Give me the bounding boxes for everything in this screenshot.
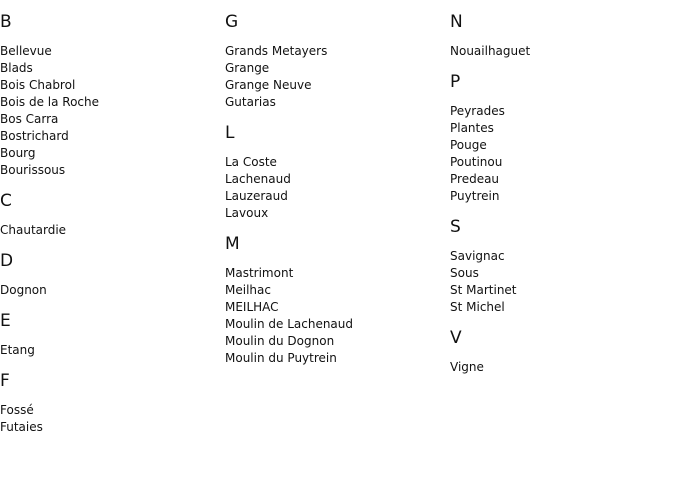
list-item	[450, 265, 670, 282]
list-item	[450, 103, 670, 120]
letter-heading: D	[0, 251, 14, 271]
list-item	[450, 282, 670, 299]
place-link[interactable]: St Michel	[450, 300, 505, 314]
list-item	[0, 128, 220, 145]
index-column	[0, 0, 220, 448]
list-item	[0, 145, 220, 162]
letter-heading: E	[0, 311, 11, 331]
index-column	[450, 0, 670, 388]
place-link[interactable]: MEILHAC	[225, 300, 279, 314]
place-list	[0, 222, 220, 239]
place-link[interactable]: Gutarias	[225, 95, 276, 109]
list-item	[225, 154, 445, 171]
letter-heading: C	[0, 191, 12, 211]
list-item	[0, 94, 220, 111]
letter-heading: L	[225, 123, 235, 143]
letter-heading: G	[225, 12, 239, 32]
letter-heading: P	[450, 72, 461, 92]
list-item	[225, 205, 445, 222]
place-link[interactable]: La Coste	[225, 155, 277, 169]
list-item	[0, 77, 220, 94]
list-item	[450, 171, 670, 188]
place-list	[450, 359, 670, 376]
place-link[interactable]: Savignac	[450, 249, 505, 263]
letter-group	[0, 371, 220, 436]
place-link[interactable]: Moulin de Lachenaud	[225, 317, 354, 331]
list-item	[225, 43, 445, 60]
place-link[interactable]: Sous	[450, 266, 479, 280]
place-link[interactable]: Pouge	[450, 138, 487, 152]
place-list	[0, 282, 220, 299]
letter-heading: S	[450, 217, 461, 237]
list-item	[225, 60, 445, 77]
list-item	[0, 222, 220, 239]
place-link[interactable]: Dognon	[0, 283, 47, 297]
place-list	[0, 402, 220, 436]
list-item	[450, 154, 670, 171]
place-list	[225, 43, 445, 111]
place-link[interactable]: Nouailhaguet	[450, 44, 531, 58]
list-item	[225, 350, 445, 367]
place-list	[0, 43, 220, 179]
place-list	[450, 248, 670, 316]
place-link[interactable]: Grange Neuve	[225, 78, 312, 92]
place-link[interactable]: Blads	[0, 61, 33, 75]
list-item	[0, 402, 220, 419]
list-item	[450, 137, 670, 154]
place-link[interactable]: Bois de la Roche	[0, 95, 100, 109]
place-link[interactable]: Predeau	[450, 172, 500, 186]
place-link[interactable]: Bourissous	[0, 163, 66, 177]
index-column	[225, 0, 445, 379]
list-item	[450, 359, 670, 376]
place-link[interactable]: Moulin du Puytrein	[225, 351, 337, 365]
letter-heading: F	[0, 371, 10, 391]
place-link[interactable]: Peyrades	[450, 104, 505, 118]
letter-group	[225, 12, 445, 111]
list-item	[225, 171, 445, 188]
place-link[interactable]: Lauzeraud	[225, 189, 288, 203]
place-link[interactable]: Grands Metayers	[225, 44, 328, 58]
list-item	[225, 333, 445, 350]
list-item	[0, 43, 220, 60]
place-link[interactable]: Bellevue	[0, 44, 52, 58]
list-item	[0, 60, 220, 77]
place-link[interactable]: Lachenaud	[225, 172, 291, 186]
list-item	[450, 43, 670, 60]
letter-group	[450, 328, 670, 376]
list-item	[225, 299, 445, 316]
letter-heading: B	[0, 12, 12, 32]
list-item	[0, 111, 220, 128]
place-link[interactable]: Lavoux	[225, 206, 269, 220]
letter-group	[0, 191, 220, 239]
place-link[interactable]: Puytrein	[450, 189, 500, 203]
place-list	[225, 265, 445, 367]
place-link[interactable]: Moulin du Dognon	[225, 334, 335, 348]
place-list	[0, 342, 220, 359]
list-item	[225, 77, 445, 94]
letter-group	[450, 12, 670, 60]
list-item	[225, 282, 445, 299]
list-item	[225, 94, 445, 111]
list-item	[0, 419, 220, 436]
place-list	[450, 103, 670, 205]
place-link[interactable]: Plantes	[450, 121, 494, 135]
place-link[interactable]: Poutinou	[450, 155, 503, 169]
place-link[interactable]: Fossé	[0, 403, 34, 417]
place-list	[450, 43, 670, 60]
list-item	[0, 282, 220, 299]
place-link[interactable]: Etang	[0, 343, 35, 357]
list-item	[450, 248, 670, 265]
place-link[interactable]: Vigne	[450, 360, 484, 374]
list-item	[225, 265, 445, 282]
letter-group	[450, 72, 670, 205]
place-link[interactable]: Grange	[225, 61, 270, 75]
letter-group	[450, 217, 670, 316]
place-link[interactable]: St Martinet	[450, 283, 517, 297]
list-item	[0, 162, 220, 179]
place-link[interactable]: Bostrichard	[0, 129, 69, 143]
letter-group	[225, 234, 445, 367]
list-item	[450, 120, 670, 137]
place-link[interactable]: Chautardie	[0, 223, 67, 237]
letter-group	[225, 123, 445, 222]
letter-heading: M	[225, 234, 240, 254]
place-link[interactable]: Mastrimont	[225, 266, 294, 280]
list-item	[225, 316, 445, 333]
list-item	[0, 342, 220, 359]
letter-group	[0, 12, 220, 179]
list-item	[450, 188, 670, 205]
list-item	[225, 188, 445, 205]
place-link[interactable]: Bois Chabrol	[0, 78, 76, 92]
place-link[interactable]: Futaies	[0, 420, 43, 434]
place-link[interactable]: Meilhac	[225, 283, 271, 297]
letter-heading: V	[450, 328, 462, 348]
place-list	[225, 154, 445, 222]
letter-group	[0, 311, 220, 359]
list-item	[450, 299, 670, 316]
place-link[interactable]: Bos Carra	[0, 112, 59, 126]
place-link[interactable]: Bourg	[0, 146, 36, 160]
letter-heading: N	[450, 12, 463, 32]
letter-group	[0, 251, 220, 299]
